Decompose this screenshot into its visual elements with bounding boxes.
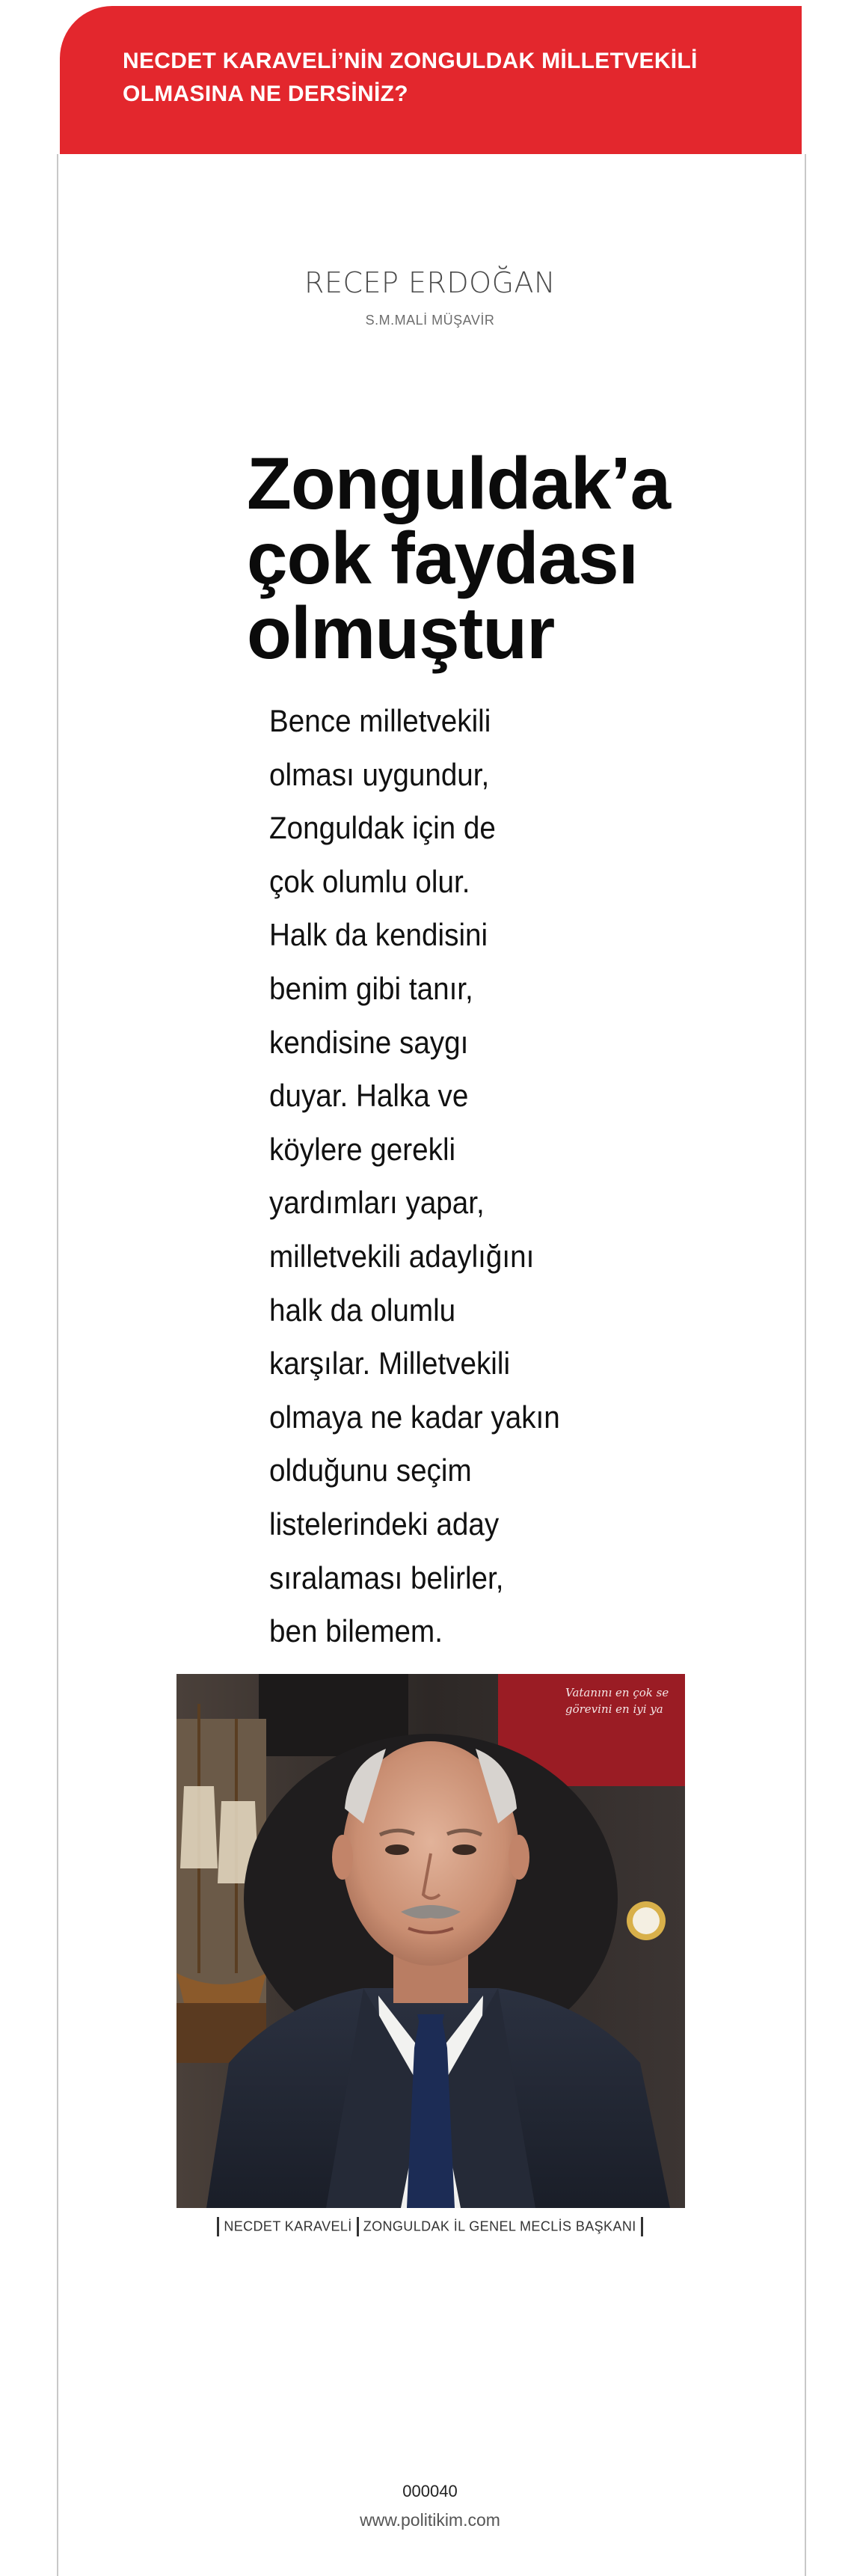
- caption-divider: [641, 2217, 643, 2236]
- headline-line: olmuştur: [247, 592, 555, 674]
- caption-divider: [357, 2217, 359, 2236]
- caption-divider: [217, 2217, 219, 2236]
- body-line: karşılar. Milletvekili: [269, 1346, 511, 1381]
- page-code: 000040: [402, 2482, 458, 2500]
- article-body: [269, 694, 688, 1658]
- body-line: Zonguldak için de: [269, 810, 496, 846]
- body-line: olmaya ne kadar yakın: [269, 1399, 560, 1435]
- body-line: sıralaması belirler,: [269, 1560, 504, 1595]
- headline-line: çok faydası: [247, 517, 638, 599]
- photo-caption: [0, 2217, 860, 2236]
- wall-text: görevini en iyi ya: [565, 1702, 663, 1716]
- portrait-photo: [176, 1674, 685, 2208]
- body-line: köylere gerekli: [269, 1131, 456, 1167]
- left-border-rule: [57, 154, 58, 2576]
- body-line: halk da olumlu: [269, 1292, 456, 1328]
- question-banner: [60, 6, 802, 154]
- caption-role: ZONGULDAK İL GENEL MECLİS BAŞKANI: [363, 2218, 636, 2234]
- body-line: duyar. Halka ve: [269, 1078, 469, 1114]
- body-line: ben bilemem.: [269, 1613, 443, 1649]
- body-line: benim gibi tanır,: [269, 970, 473, 1006]
- footer-url[interactable]: www.politikim.com: [360, 2510, 500, 2530]
- article-headline: [247, 442, 710, 674]
- right-border-rule: [805, 154, 806, 2576]
- author-name: RECEP ERDOĞAN: [304, 266, 556, 299]
- body-line: Halk da kendisini: [269, 917, 488, 953]
- body-line: olduğunu seçim: [269, 1453, 472, 1488]
- headline-line: Zonguldak’a: [247, 442, 671, 524]
- wall-text: Vatanını en çok se: [565, 1686, 669, 1699]
- body-line: çok olumlu olur.: [269, 863, 470, 899]
- body-line: kendisine saygı: [269, 1024, 469, 1060]
- banner-question: NECDET KARAVELİ’NİN ZONGULDAK MİLLETVEKİLİ OLMASINA NE DERSİNİZ?: [123, 49, 698, 106]
- body-line: listelerindeki aday: [269, 1506, 500, 1542]
- author-title: S.M.MALİ MÜŞAVİR: [365, 313, 495, 328]
- body-line: Bence milletvekili: [269, 703, 491, 738]
- body-line: olması uygundur,: [269, 756, 490, 792]
- body-line: milletvekili adaylığını: [269, 1238, 535, 1274]
- caption-name: NECDET KARAVELİ: [224, 2218, 352, 2234]
- body-line: yardımları yapar,: [269, 1185, 485, 1221]
